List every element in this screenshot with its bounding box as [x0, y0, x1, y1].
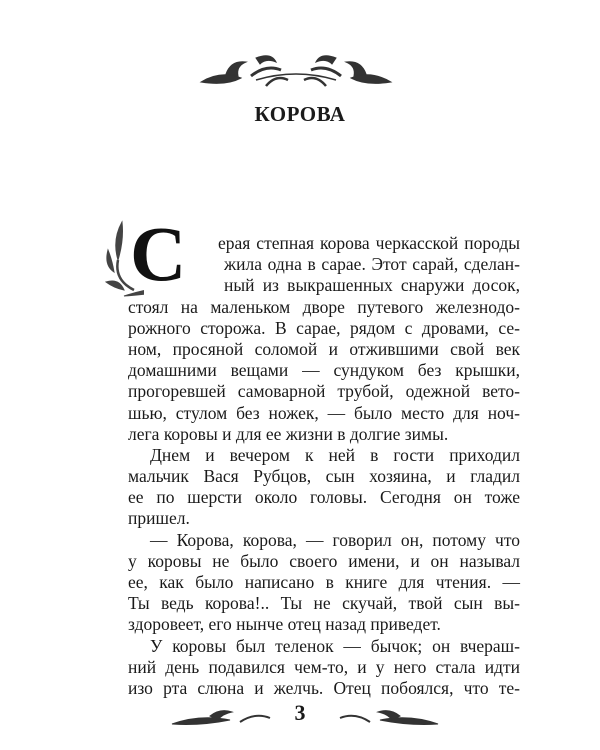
- text-line: здоровеет, его нынче отец назад приведет.: [128, 614, 441, 635]
- page-number: 3: [294, 700, 306, 725]
- drop-cap-letter: С: [130, 210, 187, 297]
- text-line: пришел.: [128, 508, 190, 529]
- text-line: прогоревшей самоварной трубой, одежной вето-: [128, 381, 520, 402]
- text-line: ный из выкрашенных снаружи досок,: [224, 275, 520, 296]
- text-line: ерая степная корова черкасской породы: [218, 233, 520, 253]
- text-line: домашними вещами — сундуком без крышки,: [128, 360, 520, 381]
- text-line: ее, как было написано в книге для чтения. —: [128, 572, 520, 592]
- text-line: стоял на маленьком дворе путевого железнодо-: [128, 296, 520, 317]
- top-ornament-icon: [196, 52, 396, 94]
- text-line: У коровы был теленок — бычок; он вчераш-: [150, 635, 520, 656]
- text-line: Ты ведь корова!.. Ты не скучай, твой сын вы-: [128, 593, 520, 614]
- body-text: [128, 233, 520, 699]
- text-line: мальчик Вася Рубцов, сын хозяина, и гладил: [128, 466, 520, 487]
- text-line: ном, просяной соломой и отжившими свой век: [128, 338, 520, 359]
- text-line: изо рта слюна и желчь. Отец побоялся, что те-: [128, 677, 520, 698]
- text-line: — Корова, корова, — говорил он, потому что: [150, 529, 520, 550]
- text-line: у коровы не было своего имени, и он называл: [128, 550, 520, 571]
- text-line: ее по шерсти около головы. Сегодня он тоже: [128, 487, 520, 508]
- text-line: лега коровы и для ее жизни в долгие зимы.: [128, 423, 449, 444]
- chapter-title: КОРОВА: [254, 102, 346, 126]
- text-line: ний день подавился чем-то, и у него стала идти: [128, 656, 520, 677]
- text-line: жила одна в сарае. Этот сарай, сделан-: [224, 254, 520, 275]
- text-line: шью, стулом без ножек, — было место для ноч-: [128, 402, 520, 423]
- text-line: Днем и вечером к ней в гости приходил: [150, 444, 520, 465]
- text-line: рожного сторожа. В сарае, рядом с дровами, се-: [128, 317, 520, 338]
